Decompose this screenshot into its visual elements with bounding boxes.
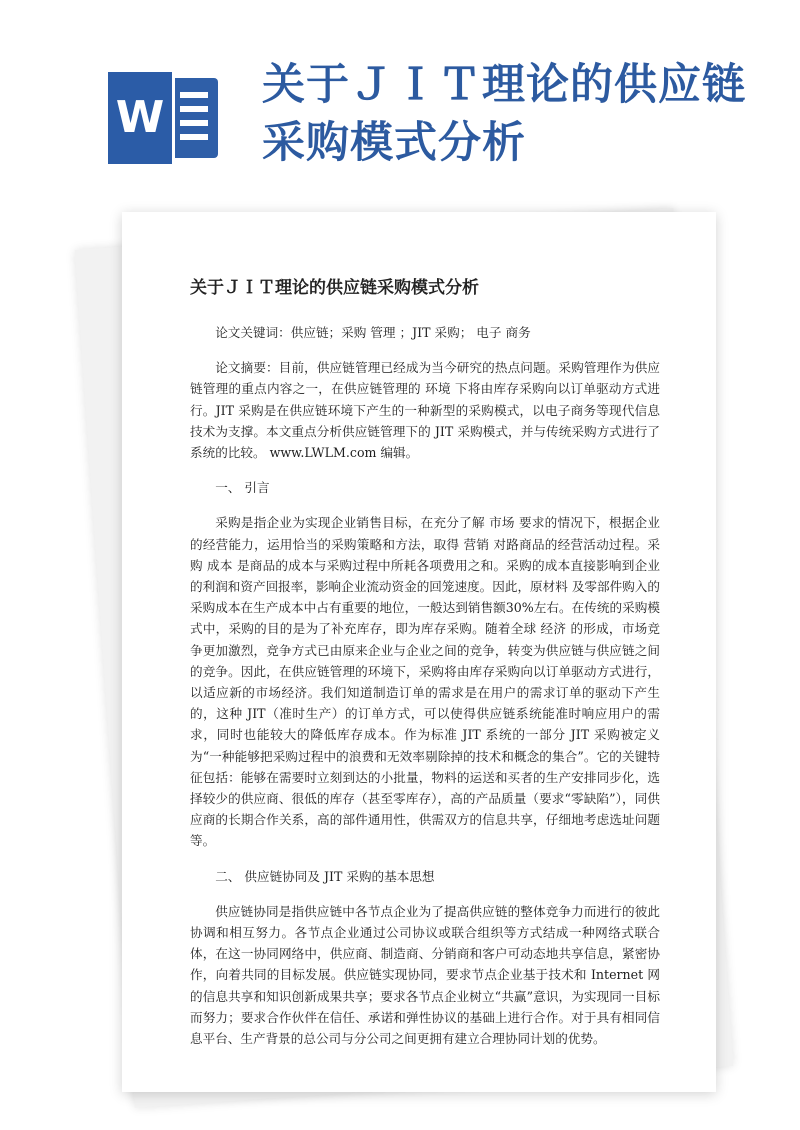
page-content bbox=[190, 276, 660, 1063]
body-paragraph: 采购是指企业为实现企业销售目标，在充分了解 市场 要求的情况下，根据企业的经营能力，运用恰当的采购策略和方法，取得 营销 对路商品的经营活动过程。采购 成本 是商品的成本与采购过程中所耗各项费用之和。采购的成本直接影响到企业的利润和资产回报率，影响企业流动资金的回笼速度。因此，原材料 及零部件购入的采购成本在生产成本中占有重要的地位，一般达到销售额30%左右。在传统的采购模式中，采购的目的是为了补充库存，即为库存采购。随着全球 经济 的形成，市场竞争更加激烈，竞争方式已由原来企业与企业之间的竞争，转变为供应链与供应链之间的竞争。因此，在供应链管理的环境下，采购将由库存采购向以订单驱动方式进行，以适应新的市场经济。我们知道制造订单的需求是在用户的需求订单的驱动下产生的，这种 JIT（准时生产）的订单方式，可以使得供应链系统能准时响应用户的需求，同时也能较大的降低库存成本。作为标准 JIT 系统的一部分 JIT 采购被定义为“一种能够把采购过程中的浪费和无效率剔除掉的技术和概念的集合”。它的关键特征包括：能够在需要时立刻到达的小批量，物料的运送和买者的生产安排同步化，选择较少的供应商、很低的库存（甚至零库存），高的产品质量（要求“零缺陷”），同供应商的长期合作关系，高的部件通用性，供需双方的信息共享，仔细地考虑选址问题等。 bbox=[190, 515, 660, 849]
word-icon-line bbox=[180, 134, 208, 140]
body-paragraph: 供应链协同是指供应链中各节点企业为了提高供应链的整体竞争力而进行的彼此协调和相互努力。各节点企业通过公司协议或联合组织等方式结成一种网络式联合体，在这一协同网络中，供应商、制造商、分销商和客户可动态地共享信息，紧密协作，向着共同的目标发展。供应链实现协同，要求节点企业基于技术和 Internet 网的信息共享和知识创新成果共享；要求各节点企业树立“共赢”意识，为实现同一目标而努力；要求合作伙伴在信任、承诺和弹性协议的基础上进行合作。对于具有相同信息平台、生产背景的总公司与分公司之间更拥有建立合理协同计划的优势。 bbox=[190, 903, 660, 1047]
abstract-paragraph: 论文摘要：目前，供应链管理已经成为当今研究的热点问题。采购管理作为供应链管理的重点内容之一，在供应链管理的 环境 下将由库存采购向以订单驱动方式进行。JIT 采购是在供应链环境下产生的一种新型的采购模式，以电子商务等现代信息技术为支撑。本文重点分析供应链管理下的 JIT 采购模式，并与传统采购方式进行了系统的比较。 www.LWLM.com 编辑。 bbox=[190, 360, 660, 461]
document-header bbox=[0, 0, 800, 200]
word-icon-line bbox=[180, 106, 208, 112]
document-page bbox=[122, 212, 716, 1092]
word-icon-line bbox=[180, 92, 208, 98]
page-title: 关于ＪＩＴ理论的供应链采购模式分析 bbox=[190, 278, 479, 298]
word-icon-line bbox=[180, 120, 208, 126]
section-heading: 二、 供应链协同及 JIT 采购的基本思想 bbox=[215, 868, 435, 884]
word-icon-letter: W bbox=[108, 72, 172, 164]
keywords-paragraph: 论文关键词：供应链；采购 管理 ；JIT 采购； 电子 商务 bbox=[215, 325, 531, 340]
word-document-icon bbox=[108, 72, 220, 164]
section-heading: 一、 引言 bbox=[215, 480, 270, 496]
document-title: 关于ＪＩＴ理论的供应链采购模式分析 bbox=[262, 60, 746, 168]
